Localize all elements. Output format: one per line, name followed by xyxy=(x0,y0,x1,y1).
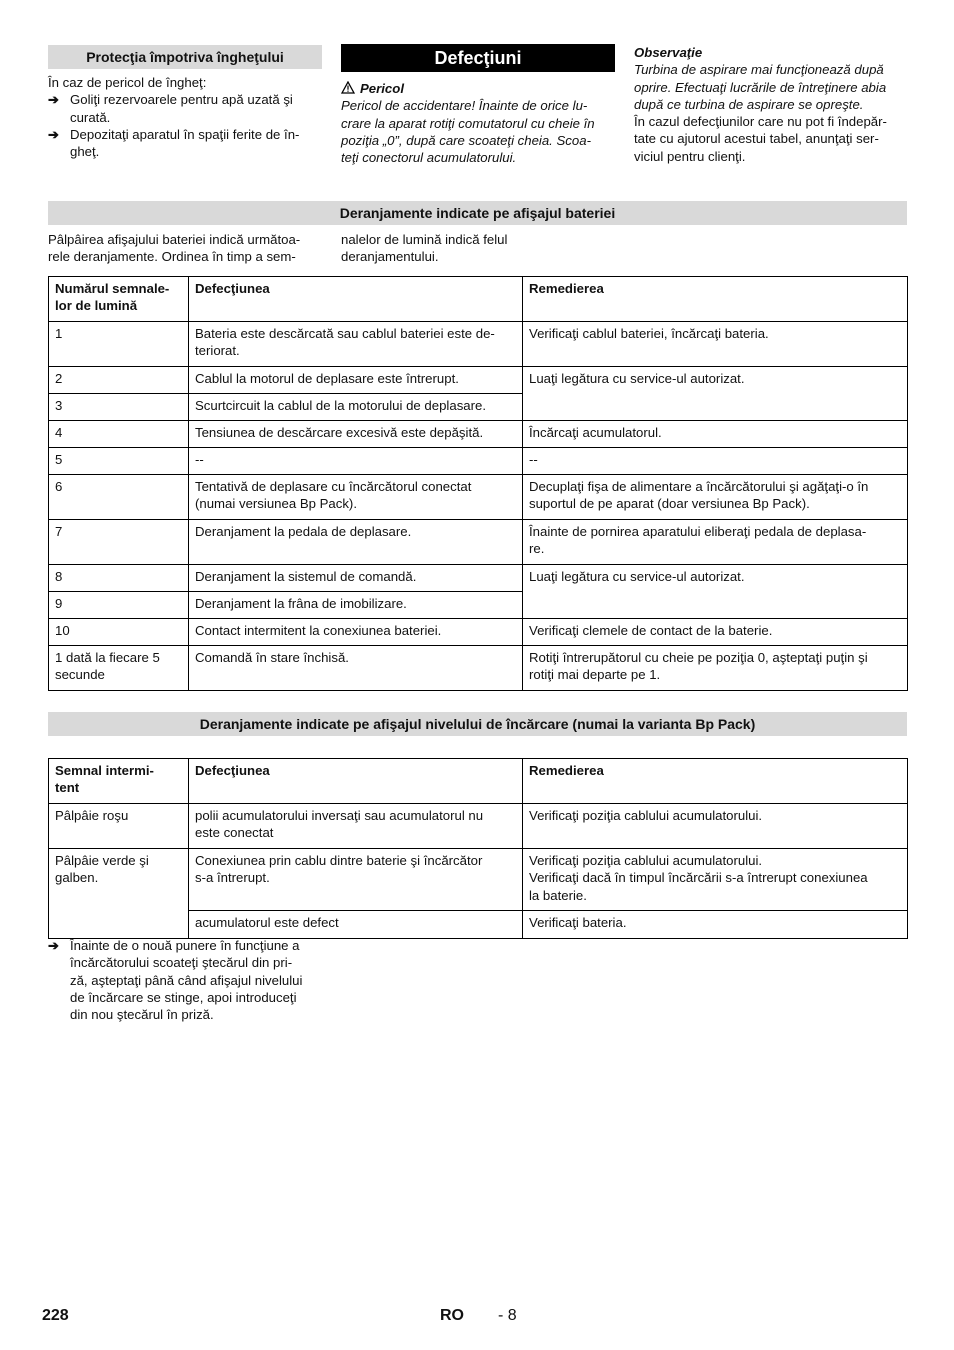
signal-cell: Pâlpâie roşu xyxy=(49,804,189,849)
table-row xyxy=(49,421,908,448)
table-header-row xyxy=(49,759,908,804)
fault-cell: Tensiunea de descărcare excesivă este depăşită. xyxy=(189,421,523,448)
note-line: încărcătorului scoateţi ştecărul din pri- xyxy=(70,955,293,971)
note-text xyxy=(634,113,914,165)
charge-fault-table xyxy=(48,758,908,939)
danger-title-row xyxy=(341,80,621,97)
signal-cell: 9 xyxy=(49,592,189,619)
danger-block xyxy=(341,80,621,166)
fault-cell: polii acumulatorului inversaţi sau acumulatorul nu este conectat xyxy=(189,804,523,849)
signal-cell: 5 xyxy=(49,448,189,475)
table-row xyxy=(49,804,908,849)
note-line: În cazul defecţiunilor care nu pot fi îndepăr- xyxy=(634,114,887,130)
battery-intro-left xyxy=(48,231,333,266)
frost-intro: În caz de pericol de îngheţ: xyxy=(48,75,207,90)
battery-fault-table xyxy=(48,276,908,691)
danger-title: Pericol xyxy=(360,81,404,96)
danger-text xyxy=(341,97,621,166)
remedy-cell: Înainte de pornirea aparatului eliberaţi pedala de deplasa- re. xyxy=(523,520,908,565)
header-fault: Defecţiunea xyxy=(189,277,523,322)
note-block xyxy=(634,44,914,165)
note-line: după ce turbina de aspirare se opreşte. xyxy=(634,96,864,112)
frost-bullet-2 xyxy=(48,126,328,161)
battery-intro-line: Pâlpâirea afişajului bateriei indică următoa- xyxy=(48,232,301,247)
header-signal: Semnal intermi- tent xyxy=(49,759,189,804)
fault-cell: acumulatorul este defect xyxy=(189,911,523,939)
charge-heading: Deranjamente indicate pe afişajul nivelului de încărcare (numai la varianta Bp Pack) xyxy=(48,712,907,736)
frost-bullet-1-line-2: curată. xyxy=(70,109,111,125)
header-signal-count: Numărul semnale- lor de lumină xyxy=(49,277,189,322)
charge-restart-note xyxy=(48,937,338,1023)
language-code: RO xyxy=(440,1307,464,1324)
fault-cell: Deranjament la frâna de imobilizare. xyxy=(189,592,523,619)
fault-cell: -- xyxy=(189,448,523,475)
remedy-cell: Luaţi legătura cu service-ul autorizat. xyxy=(523,565,908,619)
fault-cell: Conexiunea prin cablu dintre baterie şi încărcător s-a întrerupt. xyxy=(189,849,523,911)
remedy-cell: Luaţi legătura cu service-ul autorizat. xyxy=(523,367,908,421)
fault-cell: Tentativă de deplasare cu încărcătorul conectat (numai versiunea Bp Pack). xyxy=(189,475,523,520)
warning-triangle-icon xyxy=(341,81,355,94)
remedy-cell: Verificaţi poziţia cablului acumulatorului. xyxy=(523,804,908,849)
header-fault: Defecţiunea xyxy=(189,759,523,804)
battery-intro-line: deranjamentului. xyxy=(341,249,439,265)
note-line: tate cu ajutorul acestui tabel, anunţaţi ser- xyxy=(634,131,879,147)
remedy-cell: Decuplaţi fişa de alimentare a încărcătorului şi agăţaţi-o în suportul de pe aparat (doar versiunea Bp Pack). xyxy=(523,475,908,520)
signal-cell: 10 xyxy=(49,619,189,646)
page-number: 228 xyxy=(42,1307,69,1324)
signal-cell: 7 xyxy=(49,520,189,565)
fault-cell: Cablul la motorul de deplasare este întrerupt. xyxy=(189,367,523,394)
table-row xyxy=(49,520,908,565)
remedy-cell: Verificaţi cablul bateriei, încărcaţi bateria. xyxy=(523,322,908,367)
arrow-right-icon: ➔ xyxy=(48,92,60,108)
danger-line: poziţia „0”, după care scoateţi cheia. Scoa- xyxy=(341,132,591,148)
arrow-right-icon: ➔ xyxy=(48,126,60,142)
header-remedy: Remedierea xyxy=(523,277,908,322)
section-page: - 8 xyxy=(498,1307,517,1324)
header-remedy: Remedierea xyxy=(523,759,908,804)
note-italic-text xyxy=(634,61,914,113)
table-header-row xyxy=(49,277,908,322)
frost-bullet-2-line-1: Depozitaţi aparatul în spaţii ferite de în- xyxy=(70,126,300,142)
table-row xyxy=(49,475,908,520)
note-line: viciul pentru clienţi. xyxy=(634,148,746,164)
table-row xyxy=(49,322,908,367)
signal-cell: 4 xyxy=(49,421,189,448)
frost-heading: Protecţia împotriva îngheţului xyxy=(48,45,322,69)
signal-cell: 3 xyxy=(49,394,189,421)
note-line: Înainte de o nouă punere în funcţiune a xyxy=(70,938,300,953)
table-row xyxy=(49,646,908,691)
battery-intro-right xyxy=(341,231,626,266)
danger-line: Pericol de accidentare! Înainte de orice lu- xyxy=(341,98,588,114)
fault-cell: Scurtcircuit la cablul de la motorului de deplasare. xyxy=(189,394,523,421)
note-line: ză, aşteptaţi până când afişajul nivelului xyxy=(70,972,303,988)
fault-cell: Contact intermitent la conexiunea bateriei. xyxy=(189,619,523,646)
danger-line: teţi conectorul acumulatorului. xyxy=(341,150,517,166)
remedy-cell: -- xyxy=(523,448,908,475)
note-line: Turbina de aspirare mai funcţionează după xyxy=(634,62,884,78)
table-row xyxy=(49,448,908,475)
battery-heading: Deranjamente indicate pe afişajul bateriei xyxy=(48,201,907,225)
note-line: oprire. Efectuaţi lucrările de întreţinere abia xyxy=(634,79,887,95)
frost-bullet-1-line-1: Goliţi rezervoarele pentru apă uzată şi xyxy=(70,92,293,108)
fault-cell: Bateria este descărcată sau cablul bateriei este de- teriorat. xyxy=(189,322,523,367)
table-row xyxy=(49,849,908,911)
table-row xyxy=(49,367,908,394)
note-line: de încărcare se stinge, apoi introduceţi xyxy=(70,989,297,1005)
signal-cell: 1 xyxy=(49,322,189,367)
signal-cell: 2 xyxy=(49,367,189,394)
remedy-cell: Verificaţi bateria. xyxy=(523,911,908,939)
remedy-cell: Rotiţi întrerupătorul cu cheie pe poziţia 0, aşteptaţi puţin şi rotiţi mai departe pe 1. xyxy=(523,646,908,691)
table-row xyxy=(49,565,908,592)
remedy-cell: Încărcaţi acumulatorul. xyxy=(523,421,908,448)
signal-cell: Pâlpâie verde şi galben. xyxy=(49,849,189,939)
danger-line: crare la aparat rotiţi comutatorul cu cheie în xyxy=(341,115,595,131)
arrow-right-icon: ➔ xyxy=(48,938,60,953)
signal-cell: 8 xyxy=(49,565,189,592)
fault-cell: Deranjament la sistemul de comandă. xyxy=(189,565,523,592)
fault-cell: Deranjament la pedala de deplasare. xyxy=(189,520,523,565)
battery-intro-line: rele deranjamente. Ordinea în timp a sem- xyxy=(48,249,296,265)
note-title: Observaţie xyxy=(634,45,703,60)
note-line: din nou ştecărul în priză. xyxy=(70,1007,214,1023)
frost-section xyxy=(48,74,328,160)
fault-cell: Comandă în stare închisă. xyxy=(189,646,523,691)
battery-intro-line: nalelor de lumină indică felul xyxy=(341,232,508,247)
remedy-cell: Verificaţi poziţia cablului acumulatorului. Verificaţi dacă în timpul încărcării s-a întrerupt conexiunea la baterie. xyxy=(523,849,908,911)
signal-cell: 1 dată la fiecare 5 secunde xyxy=(49,646,189,691)
faults-heading: Defecţiuni xyxy=(341,44,615,72)
table-row xyxy=(49,619,908,646)
remedy-cell: Verificaţi clemele de contact de la baterie. xyxy=(523,619,908,646)
signal-cell: 6 xyxy=(49,475,189,520)
frost-bullet-2-line-2: gheţ. xyxy=(70,144,100,160)
frost-bullet-1 xyxy=(48,91,328,126)
